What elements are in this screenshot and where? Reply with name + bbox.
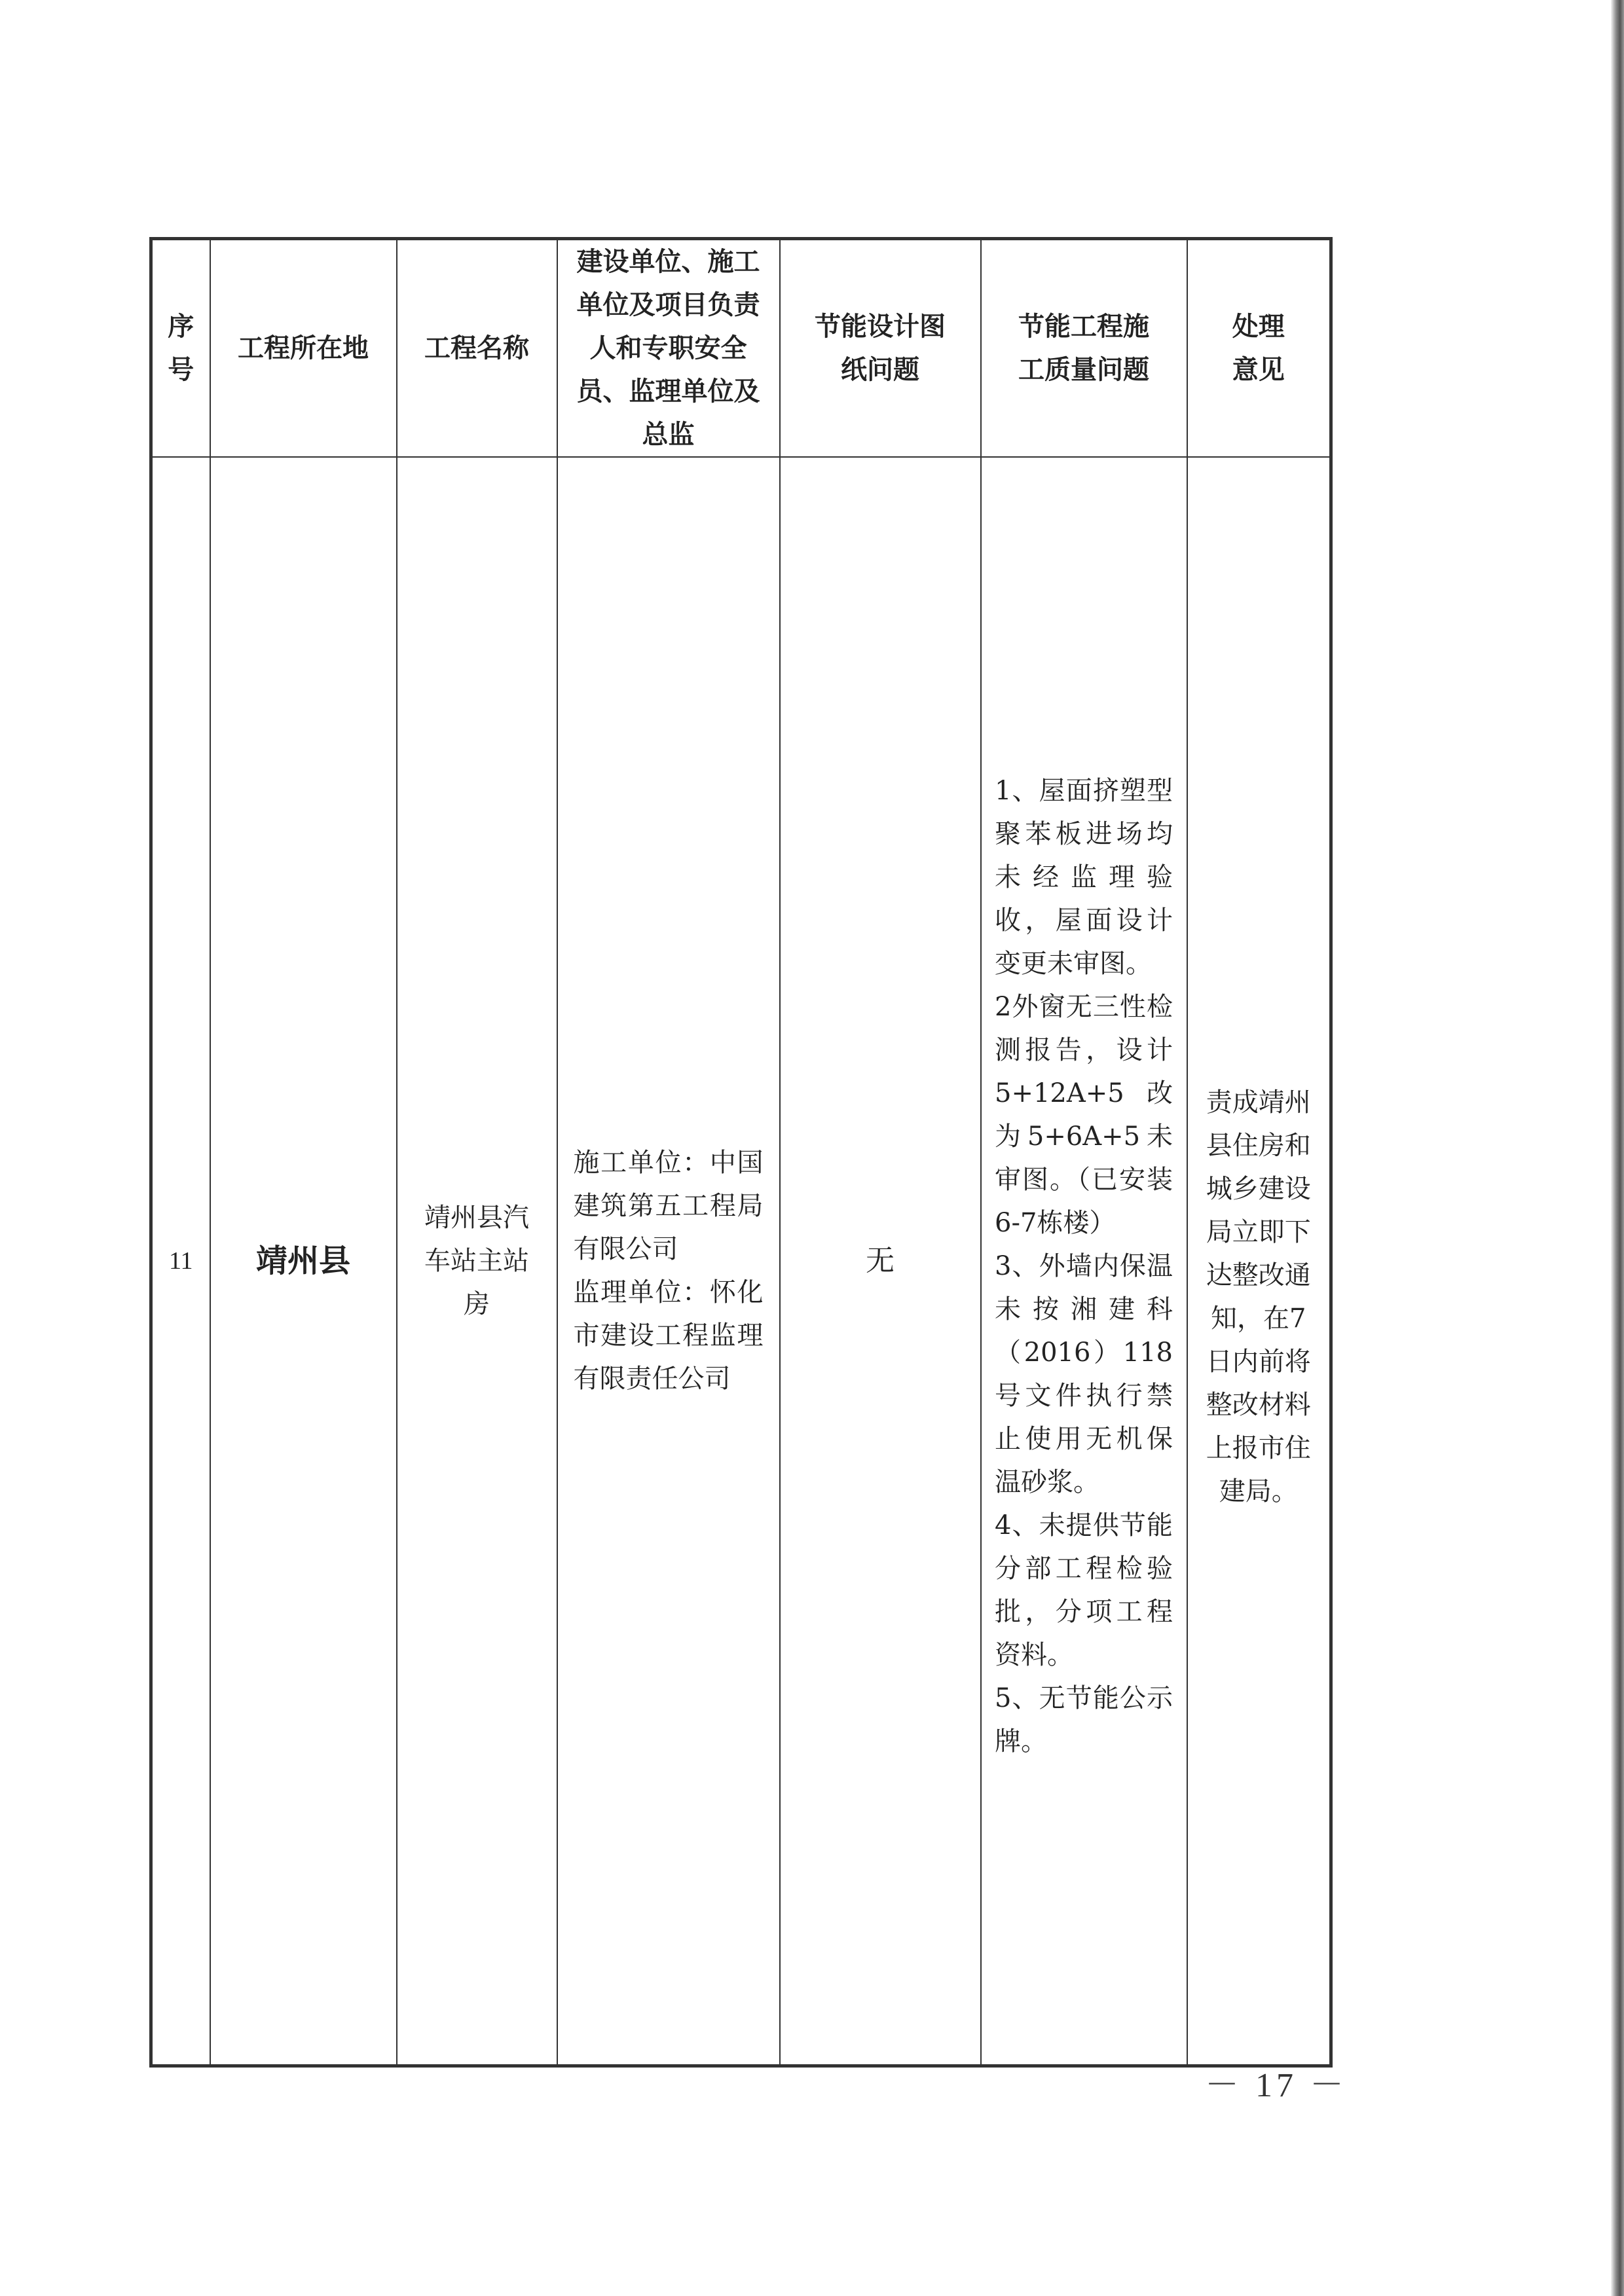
header-row: [151, 239, 1331, 458]
cell-location: 靖州县: [210, 457, 397, 2066]
header-opinion: 处理意见: [1187, 239, 1331, 458]
header-location: 工程所在地: [210, 239, 397, 458]
header-units: 建设单位、施工单位及项目负责人和专职安全员、监理单位及总监: [557, 239, 780, 458]
supervision-unit: 监理单位：怀化市建设工程监理有限责任公司: [573, 1277, 764, 1394]
cell-design-issue: 无: [780, 457, 981, 2066]
quality-issue-item: 4、未提供节能分部工程检验批，分项工程资料。: [995, 1510, 1173, 1670]
opinion-text: 责成靖州县住房和城乡建设局立即下达整改通知，在7日内前将整改材料上报市住建局。: [1206, 1087, 1311, 1506]
cell-opinion: [1187, 457, 1331, 2066]
table-row: [151, 457, 1331, 2066]
cell-quality-issues: [981, 457, 1187, 2066]
quality-issue-item: 5、无节能公示牌。: [995, 1683, 1173, 1757]
quality-issue-item: 2外窗无三性检测报告，设计5+12A+5改为5+6A+5未审图。（已安装6-7栋楼）: [995, 992, 1173, 1238]
construction-unit: 施工单位：中国建筑第五工程局有限公司: [573, 1148, 764, 1264]
quality-issue-item: 1、屋面挤塑型聚苯板进场均未经监理验收，屋面设计变更未审图。: [995, 776, 1173, 979]
cell-units: [557, 457, 780, 2066]
cell-project: [397, 457, 557, 2066]
header-design-issue: 节能设计图纸问题: [780, 239, 981, 458]
project-name: 靖州县汽车站主站房: [424, 1203, 529, 1319]
inspection-table: [149, 237, 1333, 2068]
cell-seq: 11: [151, 457, 210, 2066]
page-number: － 17 －: [1205, 2067, 1348, 2104]
header-project: 工程名称: [397, 239, 557, 458]
header-quality-issue: 节能工程施工质量问题: [981, 239, 1187, 458]
quality-issue-item: 3、外墙内保温未按湘建科（2016）118号文件执行禁止使用无机保温砂浆。: [995, 1251, 1173, 1497]
header-seq: 序号: [151, 239, 210, 458]
scan-page-edge: [1611, 0, 1624, 2296]
